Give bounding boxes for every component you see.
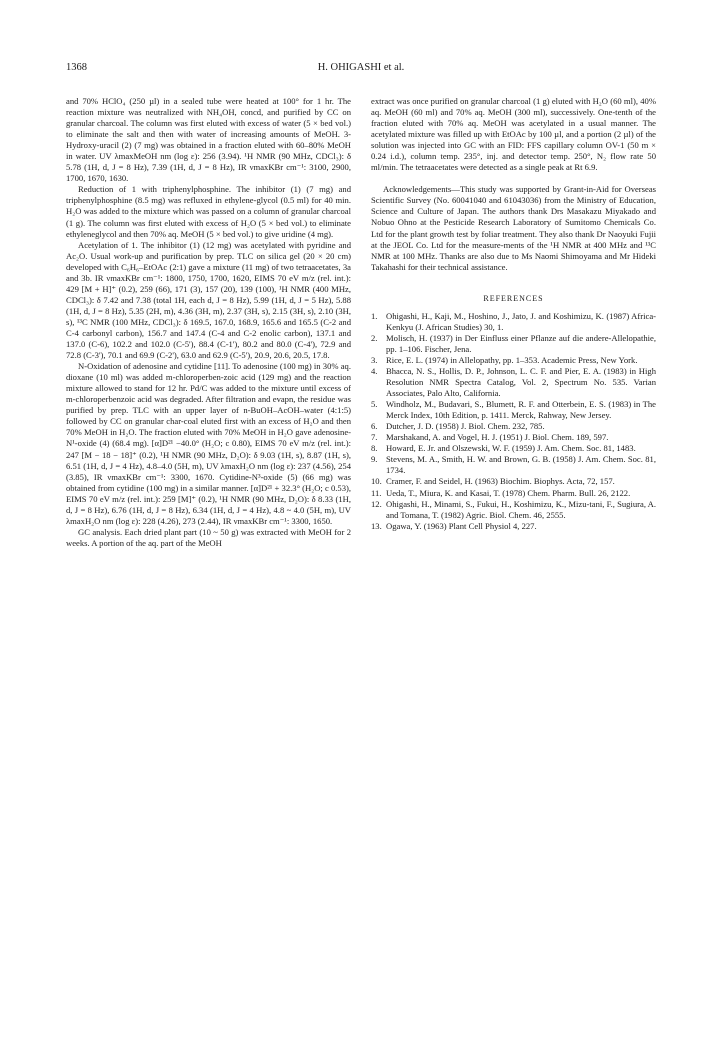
- acknowledgements: Acknowledgements—This study was supported by Grant-in-Aid for Overseas Scientific Survey (No. 60041040 and 61043036) from the Ministry of Education, Science and Culture of Japan. The authors thank Drs Masakazu Miyakado and Nobuo Ohno at the Pesticide Research Laboratory of Sumitomo Chemicals Co. Ltd for the plant growth test by foliar treatment. They also thank Dr Naoyuki Fujii at the JEOL Co. Ltd for the measure-ments of the ¹H NMR at 400 MHz and ¹³C NMR at 100 MHz. Thanks are also due to Ms Naomi Shimoyama and Mr Hideki Takahashi for their technical assistance.: [371, 184, 656, 272]
- reference-item: 8. Howard, E. Jr. and Olszewski, W. F. (1959) J. Am. Chem. Soc. 81, 1483.: [371, 443, 636, 454]
- paragraph-gc-analysis: GC analysis. Each dried plant part (10 ~ 50 g) was extracted with MeOH for 2 weeks. A portion of the aq. part of the MeOH: [66, 526, 351, 548]
- reference-item: 5. Windholz, M., Budavari, S., Blumett, R. F. and Otterbein, E. S. (1983) in The Merck Index, 10th Edition, p. 1411. Merck, Rahway, New Jersey.: [371, 399, 656, 421]
- paragraph-hydrolysis: and 70% HClO₄ (250 µl) in a sealed tube were heated at 100° for 1 hr. The reaction mixture was neutralized with NH₄OH, concd, and purified by CC on granular charcoal. The column was first eluted with excess of water (5 × bed vol.) to eliminate the salt and then with water of increasing amounts of MeOH. 3-Hydroxy-uracil (2) (7 mg) was obtained in a fraction eluted with 60–80% MeOH in water. UV λmaxMeOH nm (log ε): 256 (3.94). ¹H NMR (90 MHz, CDCl₃): δ 5.78 (1H, d, J = 8 Hz), 7.39 (1H, d, J = 8 Hz), IR νmaxKBr cm⁻¹: 3100, 2900, 1700, 1670, 1630.: [66, 96, 351, 184]
- references-list: [371, 311, 656, 532]
- reference-item: 7. Marshakand, A. and Vogel, H. J. (1951) J. Biol. Chem. 189, 597.: [371, 432, 609, 443]
- paragraph-gc-continued: extract was once purified on granular charcoal (1 g) eluted with H₂O (60 ml), 40% aq. MeOH (60 ml) and 70% aq. MeOH (300 ml), successively. One-tenth of the fraction eluted with 70% aq. MeOH was acetylated in a usual manner. The acetylated mixture was filled up with EtOAc by 100 µl, and a portion (2 µl) of the solution was injected into GC with an FID: FFS capillary column OV-1 (50 m × 0.24 i.d.), column temp. 235°, inj. and detector temp. 250°, N₂ flow rate 50 ml/min. The tetraacetates were detected as a single peak at Rt 6.9.: [371, 96, 656, 173]
- paragraph-reduction: Reduction of 1 with triphenylphosphine. The inhibitor (1) (7 mg) and triphenylphosphine (8.5 mg) was refluxed in ethylene-glycol (0.5 ml) for 40 min. H₂O was added to the mixture which was passed on a column of granular charcoal (1 g). The column was first eluted with excess of H₂O (5 × bed vol.) to eliminate ethyleneglycol and then 70% aq. MeOH (5 × bed vol.) to give uridine (4 mg).: [66, 184, 351, 239]
- reference-item: 12. Ohigashi, H., Minami, S., Fukui, H., Koshimizu, K., Mizu-tani, F., Sugiura, A. and Tomana, T. (1982) Agric. Biol. Chem. 46, 2555.: [371, 498, 657, 520]
- page-number: 1368: [66, 62, 87, 73]
- reference-item: 4. Bhacca, N. S., Hollis, D. P., Johnson, L. C. F. and Pier, E. A. (1983) in High Resolution NMR Spectra Catalog, Vol. 2, Spectrum No. 535. Varian Associates, Palo Alto, California.: [371, 365, 656, 399]
- reference-item: 13. Ogawa, Y. (1963) Plant Cell Physiol 4, 227.: [371, 520, 537, 531]
- reference-item: 10. Cramer, F. and Seidel, H. (1963) Biochim. Biophys. Acta, 72, 157.: [371, 476, 615, 487]
- right-column: [371, 96, 656, 532]
- reference-item: 3. Rice, E. L. (1974) in Allelopathy, pp. 1–353. Academic Press, New York.: [371, 354, 638, 365]
- reference-item: 1. Ohigashi, H., Kaji, M., Hoshino, J., Jato, J. and Koshimizu, K. (1987) Africa-Kenkyu (J. African Studies) 30, 1.: [371, 310, 656, 332]
- left-column: [66, 96, 351, 549]
- reference-item: 6. Dutcher, J. D. (1958) J. Biol. Chem. 232, 785.: [371, 421, 545, 432]
- reference-item: 2. Molisch, H. (1937) in Der Einfluss einer Pflanze auf die andere-Allelopathie, pp. 1–106. Fischer, Jena.: [371, 332, 656, 354]
- paragraph-acetylation: Acetylation of 1. The inhibitor (1) (12 mg) was acetylated with pyridine and Ac₂O. Usual work-up and purification by prep. TLC on silica gel (20 × 20 cm) developed with C₆H₆–EtOAc (2:1) gave a mixture (11 mg) of two tetraacetates, 3a and 3b. IR νmaxKBr cm⁻¹: 1800, 1750, 1700, 1620, EIMS 70 eV m/z (rel. int.): 429 [M + H]⁺ (0.2), 259 (66), 171 (3), 157 (20), 139 (100), ¹H NMR (400 MHz, CDCl₃): δ 7.42 and 7.38 (total 1H, each d, J = 8 Hz), 5.99 (1H, d, J = 5 Hz), 5.88 (1H, d, J = 8 Hz), 5.35 (2H, m), 4.36 (3H, m), 2.37 (3H, s), 2.15 (3H, s), 2.10 (3H, s), ¹³C NMR (100 MHz, CDCl₃): δ 169.5, 167.0, 168.9, 165.6 and 165.5 (C-2 and C-4 carbonyl carbon), 156.7 and 147.4 (C-4 and C-2 enolic carbon), 137.1 and 137.0 (C-6), 102.2 and 102.0 (C-5'), 88.4 (C-1'), 80.2 and 80.0 (C-4'), 72.9 and 72.8 (C-3'), 70.1 and 69.9 (C-2'), 63.0 and 62.9 (C-5'), 20.9, 20.6, 20.5, 17.8.: [66, 239, 351, 361]
- references-heading: REFERENCES: [483, 293, 544, 303]
- paragraph-n-oxidation: N-Oxidation of adenosine and cytidine [11]. To adenosine (100 mg) in 30% aq. dioxane (10 ml) was added m-chloroperben-zoic acid (129 mg) and the reaction mixture allowed to stand for 12 hr. Pd/C was added to the mixture until excess of m-chloroperbenzoic acid was degraded. After filtration and evapn, the residue was purified by prep. TLC with an upper layer of n-BuOH–AcOH–water (4:1:5) followed by CC on granular char-coal eluted first with an excess of H₂O and then 70% MeOH in H₂O. The fraction eluted with 70% MeOH in H₂O gave adenosine-N¹-oxide (4) (68.4 mg). [α]D²¹ −40.0° (H₂O; c 0.80), EIMS 70 eV m/z (rel. int.): 247 [M − 18 − 18]⁺ (0.2), ¹H NMR (90 MHz, D₂O): δ 9.03 (1H, s), 8.87 (1H, s), 6.51 (1H, d, J = 4 Hz), 4.8–4.0 (5H, m), UV λmaxH₂O nm (log ε): 237 (4.56), 254 (3.85), IR νmaxKBr cm⁻¹: 3300, 1670. Cytidine-N³-oxide (5) (66 mg) was obtained from cytidine (100 mg) in a similar manner. [α]D²¹ + 32.3° (H₂O; c 0.53), EIMS 70 eV m/z (rel. int.): 259 [M]⁺ (0.2), ¹H NMR (90 MHz, D₂O): δ 8.33 (1H, d, J = 8 Hz), 6.76 (1H, d, J = 8 Hz), 6.34 (1H, d, J = 4 Hz), 4.8 ~ 4.0 (5H, m), UV λmaxH₂O nm (log ε): 228 (4.26), 273 (2.44), IR νmaxKBr cm⁻¹: 3300, 1650.: [66, 361, 351, 526]
- reference-item: 11. Ueda, T., Miura, K. and Kasai, T. (1978) Chem. Pharm. Bull. 26, 2122.: [371, 487, 631, 498]
- running-title: H. OHIGASHI et al.: [317, 62, 405, 73]
- page-header: [66, 62, 656, 78]
- reference-item: 9. Stevens, M. A., Smith, H. W. and Brown, G. B. (1958) J. Am. Chem. Soc. 81, 1734.: [371, 454, 656, 476]
